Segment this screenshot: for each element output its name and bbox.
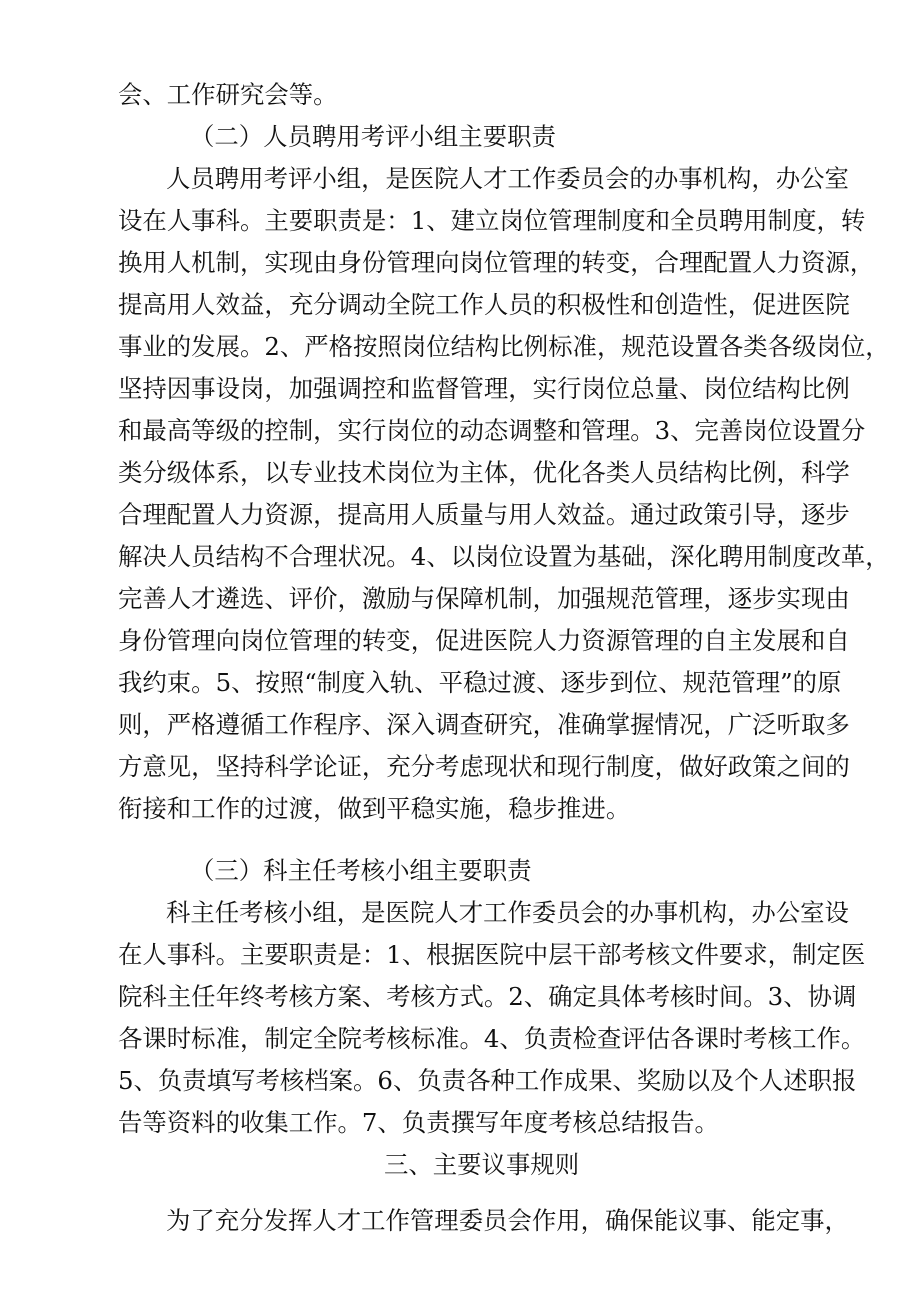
section-heading-rules: 三、主要议事规则 [384, 1150, 580, 1179]
paragraph-line: 设在人事科。主要职责是：1、建立岗位管理制度和全员聘用制度，转 [118, 206, 866, 235]
paragraph-line: 类分级体系，以专业技术岗位为主体，优化各类人员结构比例，科学 [118, 458, 850, 487]
paragraph-line: 衔接和工作的过渡，做到平稳实施，稳步推进。 [118, 794, 631, 823]
subsection-heading-director: （三）科主任考核小组主要职责 [190, 856, 532, 885]
paragraph-line: 方意见，坚持科学论证，充分考虑现状和现行制度，做好政策之间的 [118, 752, 850, 781]
paragraph-line: 完善人才遴选、评价，激励与保障机制，加强规范管理，逐步实现由 [118, 584, 850, 613]
paragraph-line: 事业的发展。2、严格按照岗位结构比例标准，规范设置各类各级岗位， [118, 332, 890, 361]
paragraph-line: 提高用人效益，充分调动全院工作人员的积极性和创造性，促进医院 [118, 290, 850, 319]
paragraph-line: 解决人员结构不合理状况。4、以岗位设置为基础，深化聘用制度改革， [118, 542, 890, 571]
paragraph-line: 告等资料的收集工作。7、负责撰写年度考核总结报告。 [118, 1108, 719, 1137]
paragraph-line: 人员聘用考评小组，是医院人才工作委员会的办事机构，办公室 [166, 164, 849, 193]
paragraph-line: 合理配置人力资源，提高用人质量与用人效益。通过政策引导，逐步 [118, 500, 850, 529]
paragraph-line: 和最高等级的控制，实行岗位的动态调整和管理。3、完善岗位设置分 [118, 416, 866, 445]
subsection-heading-personnel: （二）人员聘用考评小组主要职责 [190, 122, 556, 151]
paragraph-line: 院科主任年终考核方案、考核方式。2、确定具体考核时间。3、协调 [118, 982, 857, 1011]
paragraph-line: 各课时标准，制定全院考核标准。4、负责检查评估各课时考核工作。 [118, 1024, 866, 1053]
paragraph-line: 则，严格遵循工作程序、深入调查研究，准确掌握情况，广泛听取多 [118, 710, 850, 739]
paragraph-line: 在人事科。主要职责是：1、根据医院中层干部考核文件要求，制定医 [118, 940, 866, 969]
paragraph-line: 换用人机制，实现由身份管理向岗位管理的转变，合理配置人力资源， [118, 248, 875, 277]
paragraph-line: 5、负责填写考核档案。6、负责各种工作成果、奖励以及个人述职报 [118, 1066, 857, 1095]
paragraph-line: 身份管理向岗位管理的转变，促进医院人力资源管理的自主发展和自 [118, 626, 850, 655]
paragraph-line: 会、工作研究会等。 [118, 80, 338, 109]
paragraph-line: 我约束。5、按照“制度入轨、平稳过渡、逐步到位、规范管理”的原 [118, 668, 842, 697]
paragraph-line: 为了充分发挥人才工作管理委员会作用，确保能议事、能定事， [166, 1206, 849, 1235]
paragraph-line: 科主任考核小组，是医院人才工作委员会的办事机构，办公室设 [166, 898, 849, 927]
paragraph-line: 坚持因事设岗，加强调控和监督管理，实行岗位总量、岗位结构比例 [118, 374, 850, 403]
